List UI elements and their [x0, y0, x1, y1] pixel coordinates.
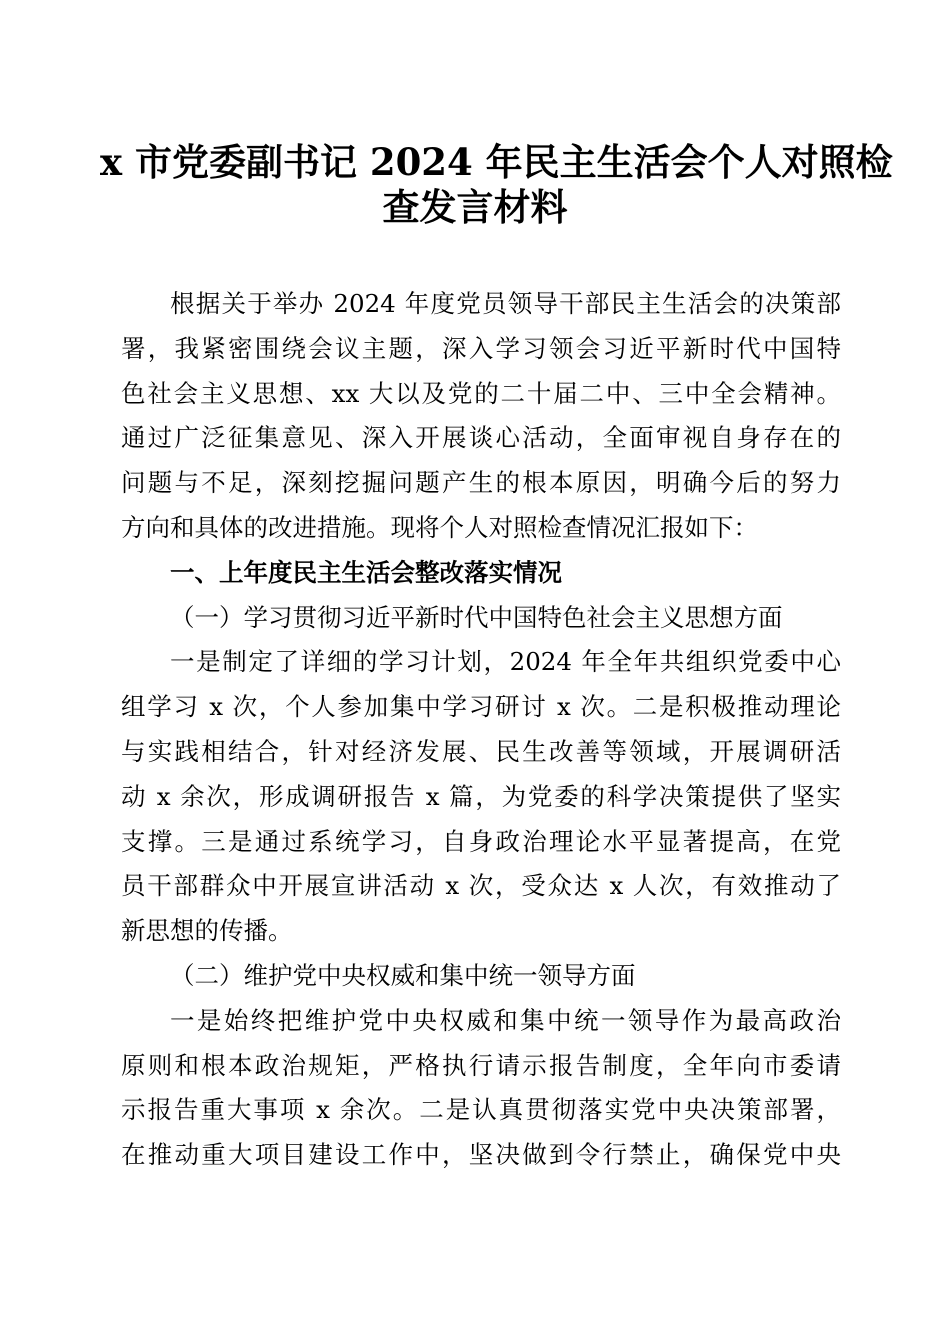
subsection-1-line: 支撑。三是通过系统学习，自身政治理论水平显著提高，在党: [121, 826, 841, 856]
document-title-line-2: 查发言材料: [382, 185, 568, 229]
intro-line: 通过广泛征集意见、深入开展谈心活动，全面审视自身存在的: [121, 423, 841, 453]
subsection-1-line: 组学习 x 次，个人参加集中学习研讨 x 次。二是积极推动理论: [121, 692, 841, 722]
subsection-1-line: 一是制定了详细的学习计划，2024 年全年共组织党委中心: [170, 647, 841, 677]
subsection-1-line: 动 x 余次，形成调研报告 x 篇，为党委的科学决策提供了坚实: [121, 781, 841, 811]
intro-line: 问题与不足，深刻挖掘问题产生的根本原因，明确今后的努力: [121, 468, 841, 498]
subsection-2-line: 原则和根本政治规矩，严格执行请示报告制度，全年向市委请: [121, 1050, 841, 1080]
section-heading-1: 一、上年度民主生活会整改落实情况: [170, 557, 562, 587]
subsection-1-line: 与实践相结合，针对经济发展、民生改善等领域，开展调研活: [121, 736, 841, 766]
subsection-1-line: 员干部群众中开展宣讲活动 x 次，受众达 x 人次，有效推动了: [121, 871, 841, 901]
document-body: [121, 282, 841, 1178]
intro-line: 色社会主义思想、xx 大以及党的二十届二中、三中全会精神。: [121, 378, 841, 408]
subsection-2-line: 示报告重大事项 x 余次。二是认真贯彻落实党中央决策部署，: [121, 1095, 841, 1125]
subsection-heading-2: （二）维护党中央权威和集中统一领导方面: [170, 960, 636, 990]
subsection-2-line: 一是始终把维护党中央权威和集中统一领导作为最高政治: [170, 1005, 841, 1035]
subsection-2-line: 在推动重大项目建设工作中，坚决做到令行禁止，确保党中央: [121, 1140, 841, 1170]
subsection-heading-1: （一）学习贯彻习近平新时代中国特色社会主义思想方面: [170, 602, 783, 632]
subsection-1-line: 新思想的传播。: [121, 916, 293, 946]
intro-line: 根据关于举办 2024 年度党员领导干部民主生活会的决策部: [170, 289, 841, 318]
document-title-line-1: x 市党委副书记 2024 年民主生活会个人对照检: [100, 140, 893, 184]
intro-line: 方向和具体的改进措施。现将个人对照检查情况汇报如下：: [121, 512, 758, 542]
intro-line: 署，我紧密围绕会议主题，深入学习领会习近平新时代中国特: [121, 333, 841, 363]
